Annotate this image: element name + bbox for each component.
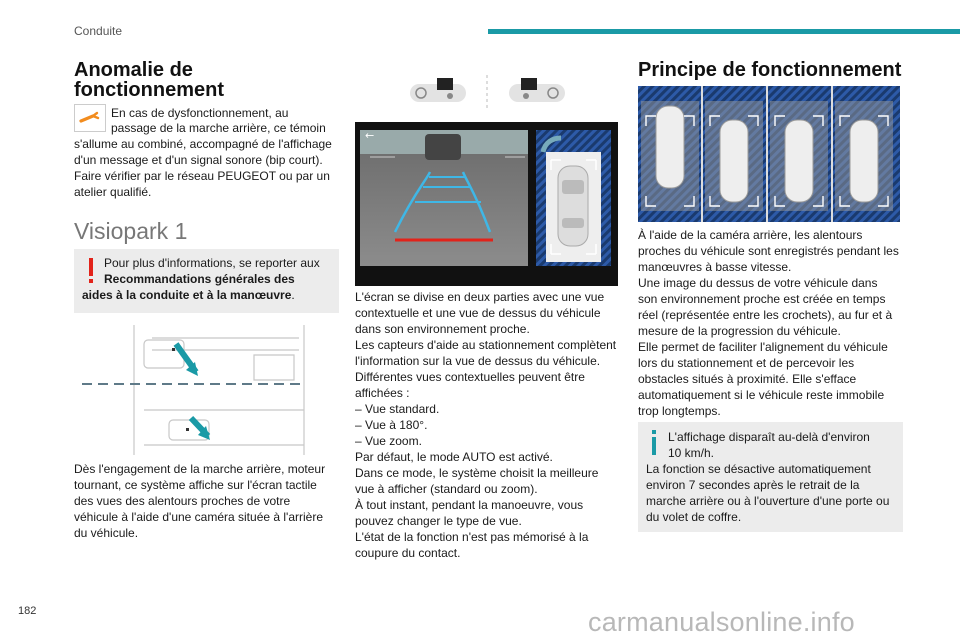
col2-line15: pouvez changer le type de vue. [355,514,522,528]
col3-line9: lors du stationnement et de percevoir les [638,356,855,370]
visiopark-text-line5: du véhicule. [74,526,139,540]
col3-line2: proches du véhicule sont enregistrés pendant les [638,244,899,258]
col2-line14: À tout instant, pendant la manoeuvre, vous [355,498,584,512]
warning-line3-bold: aides à la conduite et à la manœuvre [82,288,292,302]
col2-line1: L'écran se divise en deux parties avec une vue [355,290,605,304]
info-line3: La fonction se désactive automatiquement [646,462,871,476]
page-number: 182 [18,605,37,617]
col3-line1: À l'aide de la caméra arrière, les alentours [638,228,863,242]
col3-line7: mesure de la progression du véhicule. [638,324,841,338]
running-header: Conduite [74,24,123,38]
col3-line10: obstacles situés à proximité. Elle s'efface [638,372,857,386]
watermark: carmanualsonline.info [588,607,855,637]
rear-camera-location-illustration [74,320,339,460]
col2-line13: vue à afficher (standard ou zoom). [355,482,538,496]
visiopark-text-line4: véhicule à l'aide d'une caméra située à l'arrière [74,510,324,524]
principle-title: Principe de fonctionnement [638,59,902,81]
col2-line9: – Vue à 180°. [355,418,428,432]
visiopark-text-line2: tournant, ce système affiche sur l'écran tactile [74,478,317,492]
info-line5: marche arrière ou à l'ouverture d'une porte ou [646,494,890,508]
visiopark-text-line1: Dès l'engagement de la marche arrière, moteur [74,462,326,476]
col3-line8: Elle permet de faciliter l'alignement du véhicule [638,340,888,354]
col2-line10: – Vue zoom. [355,434,422,448]
exclamation-icon [86,257,96,285]
col3-line4: Une image du dessus de votre véhicule dans [638,276,878,290]
col2-line16: L'état de la fonction n'est pas mémorisé à la [355,530,589,544]
col2-line12: Dans ce mode, le système choisit la meilleure [355,466,599,480]
anomaly-text-line6: atelier qualifié. [74,185,152,199]
anomaly-text-line3: s'allume au combiné, accompagné de l'affichage [74,137,332,151]
col2-line2: contextuelle et une vue de dessus du véhicule [355,306,601,320]
warning-line1: Pour plus d'informations, se reporter aux [104,256,320,270]
warning-line3-end: . [291,288,295,302]
anomaly-title-line2: fonctionnement [74,79,224,101]
visiopark-text-line3: des vues des alentours proches de votre [74,494,291,508]
col2-line7: affichées : [355,386,410,400]
warning-line2: Recommandations générales des [104,272,295,286]
col2-line4: Les capteurs d'aide au stationnement complètent [355,338,617,352]
wrench-icon [74,104,106,132]
anomaly-text-line2: passage de la marche arrière, ce témoin [111,121,326,135]
info-line2: 10 km/h. [668,446,715,460]
col2-line6: Différentes vues contextuelles peuvent être [355,370,585,384]
info-icon [650,430,658,456]
svg-text:←: ← [365,129,375,142]
col2-line3: dans son environnement proche. [355,322,530,336]
col2-line8: – Vue standard. [355,402,440,416]
header-accent-bar [488,29,960,34]
col2-line17: coupure du contact. [355,546,461,560]
info-line1: L'affichage disparaît au-delà d'environ [668,430,870,444]
col3-line3: manœuvres à basse vitesse. [638,260,792,274]
warning-line3 [82,288,337,304]
col3-line6: réel (représentée entre les crochets), au fur et à [638,308,893,322]
col3-line12: trop longtemps. [638,404,721,418]
anomaly-text-line4: d'un message et d'un signal sonore (bip court). [74,153,323,167]
split-screen-illustration [355,122,618,286]
visiopark-title: Visiopark 1 [74,218,188,244]
anomaly-title-line1: Anomalie de [74,59,193,81]
col2-line11: Par défaut, le mode AUTO est activé. [355,450,553,464]
info-line6: du volet de coffre. [646,510,742,524]
col3-line5: son environnement proche est créée en temps [638,292,886,306]
mirror-icons [405,72,575,112]
info-line4: environ 7 secondes après le retrait de la [646,478,860,492]
anomaly-text-line5: Faire vérifier par le réseau PEUGEOT ou par un [74,169,330,183]
parking-sequence-illustration [638,86,900,222]
anomaly-text-line1: En cas de dysfonctionnement, au [111,106,289,120]
col2-line5: l'information sur la vue de dessus du véhicule. [355,354,601,368]
col3-line11: automatiquement si le véhicule reste immobile [638,388,885,402]
